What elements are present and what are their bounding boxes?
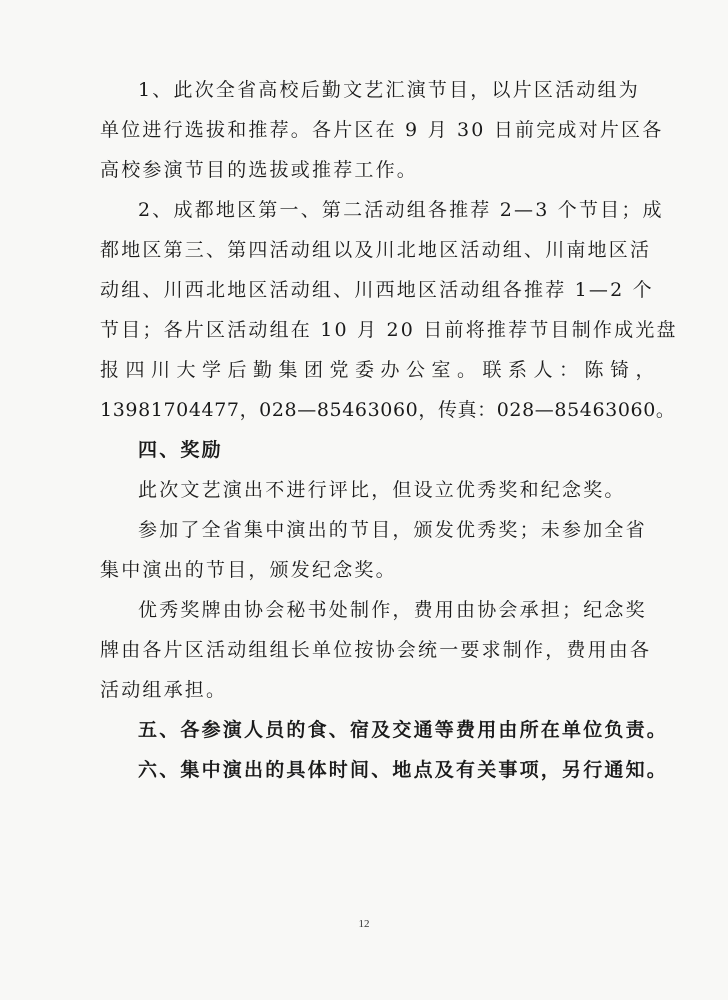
page-number: 12 bbox=[358, 918, 370, 930]
paragraph-award-3 bbox=[100, 590, 652, 710]
document-body bbox=[100, 70, 678, 790]
text-line: 单位进行选拔和推荐。各片区在 9 月 30 日前完成对片区各 bbox=[100, 119, 664, 141]
text-line: 报四川大学后勤集团党委办公室。联系人：陈锜， bbox=[100, 359, 662, 381]
paragraph-item-1 bbox=[100, 70, 664, 190]
section-heading-expenses: 五、各参演人员的食、宿及交通等费用由所在单位负责。 bbox=[138, 719, 669, 741]
text-line: 都地区第三、第四活动组以及川北地区活动组、川南地区活 bbox=[100, 239, 652, 261]
text-line: 13981704477，028—85463060，传真：028—85463060。 bbox=[100, 399, 676, 421]
text-line: 高校参演节目的选拔或推荐工作。 bbox=[100, 159, 419, 181]
section-heading-awards: 四、奖励 bbox=[138, 439, 223, 461]
text-line: 参加了全省集中演出的节目，颁发优秀奖；未参加全省 bbox=[138, 519, 647, 541]
text-line: 集中演出的节目，颁发纪念奖。 bbox=[100, 559, 397, 581]
text-line: 1、此次全省高校后勤文艺汇演节目，以片区活动组为 bbox=[138, 79, 640, 101]
text-line: 优秀奖牌由协会秘书处制作，费用由协会承担；纪念奖 bbox=[138, 599, 647, 621]
paragraph-award-1 bbox=[100, 470, 626, 510]
text-line: 2、成都地区第一、第二活动组各推荐 2—3 个节目；成 bbox=[138, 199, 664, 221]
text-line: 节目；各片区活动组在 10 月 20 日前将推荐节目制作成光盘 bbox=[100, 319, 678, 341]
text-line: 牌由各片区活动组组长单位按协会统一要求制作，费用由各 bbox=[100, 639, 652, 661]
text-line: 动组、川西北地区活动组、川西地区活动组各推荐 1—2 个 bbox=[100, 279, 654, 301]
paragraph-award-2 bbox=[100, 510, 647, 590]
section-heading-schedule: 六、集中演出的具体时间、地点及有关事项，另行通知。 bbox=[138, 759, 669, 781]
text-line: 活动组承担。 bbox=[100, 679, 228, 701]
paragraph-item-2 bbox=[100, 190, 678, 430]
text-line: 此次文艺演出不进行评比，但设立优秀奖和纪念奖。 bbox=[138, 479, 626, 501]
